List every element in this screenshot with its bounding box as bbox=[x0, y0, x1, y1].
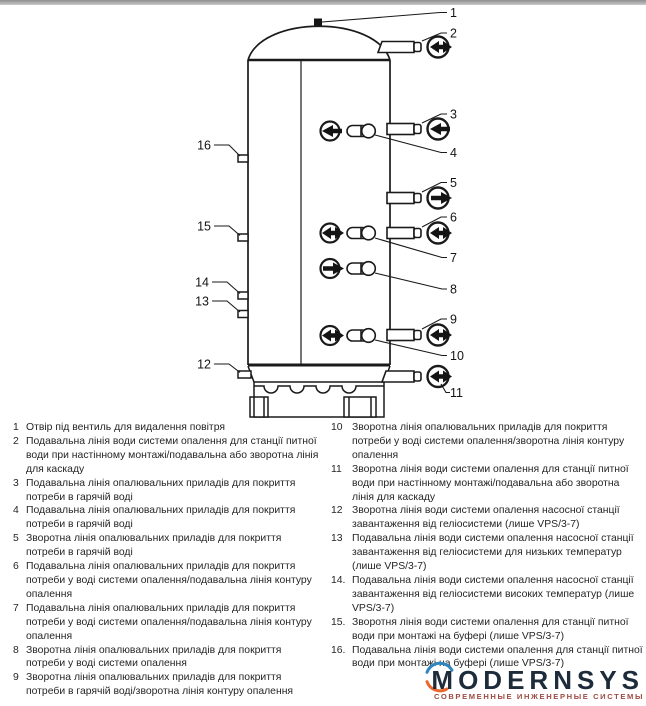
legend-text: Подавальна лінія опалювальних приладів для покриття потреби в гарячій воді bbox=[26, 477, 296, 503]
tank-dome bbox=[248, 26, 390, 60]
legend-text: Подавальна лінія опалювальних приладів для покриття потреби у воді системи опалення/подавальна лінія контуру опалення bbox=[26, 561, 312, 600]
connection-stub-11 bbox=[382, 371, 421, 382]
legend-text: Подавальна лінія води системи опалення насосної станції завантаження від геліосистеми для низьких температур (лише VPS/3-7) bbox=[352, 533, 634, 573]
legend-text: Зворотна лінія опалювальних приладів для покриття потреби у воді системи опалення/зворотна лінія контуру опалення bbox=[352, 422, 625, 461]
legend-item-5 bbox=[13, 532, 321, 560]
logo-tagline: СОВРЕМЕННЫЕ ИНЖЕНЕРНЫЕ СИСТЕМЫ bbox=[433, 692, 644, 701]
legend-item-9 bbox=[13, 671, 321, 699]
callout-5: 5 bbox=[450, 176, 457, 190]
legend-item-3 bbox=[13, 477, 321, 505]
flow-symbol-10 bbox=[321, 326, 345, 345]
callout-15: 15 bbox=[197, 219, 211, 234]
legend-item-13 bbox=[331, 532, 643, 574]
legend-num: 7 bbox=[13, 602, 19, 614]
callout-7: 7 bbox=[450, 251, 457, 265]
callout-10: 10 bbox=[450, 349, 464, 363]
flow-symbol-11 bbox=[428, 366, 453, 387]
flow-symbols-inner bbox=[321, 122, 345, 346]
insulation-scallop-edge bbox=[254, 386, 384, 393]
flow-symbol-8 bbox=[321, 259, 345, 278]
connection-stub-2 bbox=[378, 42, 421, 53]
legend-text: Зворотна лінія опалювальних приладів для покриття потреби в гарячій воді/зворотна лінія контуру опалення bbox=[26, 672, 294, 698]
callout-12: 12 bbox=[197, 357, 211, 372]
legend-num: 8 bbox=[13, 644, 19, 656]
callout-8: 8 bbox=[450, 282, 457, 297]
legend-num: 2 bbox=[13, 435, 19, 447]
callout-2: 2 bbox=[450, 26, 457, 41]
legend-item-10 bbox=[331, 421, 643, 463]
legend-num: 6 bbox=[13, 561, 19, 573]
legend-item-7 bbox=[13, 602, 321, 644]
logo-ring-m bbox=[431, 667, 458, 693]
callout-6: 6 bbox=[450, 210, 457, 225]
double-arrow-icon bbox=[322, 330, 344, 342]
legend-item-1 bbox=[13, 421, 321, 435]
legend-text: Подавальна лінія води системи опалення для станції питної води при монтажі на буфері (лише VPS/3-7) bbox=[352, 644, 643, 670]
logo-wordmark bbox=[431, 667, 644, 693]
legend-num: 13 bbox=[331, 533, 343, 545]
legend-num: 3 bbox=[13, 477, 19, 489]
inner-cylinder-7 bbox=[347, 226, 375, 240]
legend-text: Подавальна лінія води системи опалення насосної станції завантаження від геліосистеми високих температур (лише VPS/3-7) bbox=[352, 574, 635, 614]
legend-text: Подавальна лінія опалювальних приладів для покриття потреби в гарячій воді bbox=[26, 505, 296, 531]
legend-num: 9 bbox=[13, 672, 19, 684]
left-foot bbox=[250, 397, 268, 417]
legend-num: 5 bbox=[13, 533, 19, 545]
callout-16: 16 bbox=[197, 138, 211, 153]
legend-text: Зворотна лінія опалювальних приладів для покриття потреби в гарячій воді bbox=[26, 533, 282, 559]
inner-cylinder-4 bbox=[347, 124, 375, 138]
right-arrow-icon bbox=[323, 263, 344, 275]
legend-text: Отвір під вентиль для видалення повітря bbox=[26, 422, 225, 433]
tank-body bbox=[248, 26, 390, 417]
legend-text: Зворотна лінія води системи опалення насосної станції завантаження від геліосистеми (лише VPS/3-7) bbox=[352, 505, 620, 531]
legend-text: Подавальна лінія води системи опалення для станції питної води при настінному монтажі/подавальна або зворотна лінія для каскаду bbox=[26, 435, 319, 475]
modernsys-logo bbox=[431, 667, 644, 701]
legend-num: 11 bbox=[331, 463, 342, 475]
connection-stub-9 bbox=[387, 330, 421, 341]
legend-text: Зворотна лінія води системи опалення для станції питної води при настінному монтажі/подавальна або зворотна лінія для каскаду bbox=[352, 463, 629, 503]
legend-item-12 bbox=[331, 504, 643, 532]
legend-text: Зворотна лінія опалювальних приладів для покриття потреби у воді системи опалення bbox=[26, 644, 282, 670]
logo-letter-m: M bbox=[431, 665, 459, 695]
logo-letters-rest: ODERNSYS bbox=[458, 665, 644, 695]
air-vent-nipple bbox=[314, 19, 322, 26]
legend-item-4 bbox=[13, 504, 321, 532]
callout-3: 3 bbox=[450, 107, 457, 122]
legend-item-15 bbox=[331, 616, 643, 644]
callout-13: 13 bbox=[195, 294, 209, 309]
legend-text: Подавальна лінія опалювальних приладів для покриття потреби у воді системи опалення/подавальна лінія контуру опалення bbox=[26, 602, 312, 642]
flow-symbol-9 bbox=[428, 325, 453, 346]
inner-cylinder-10 bbox=[347, 329, 375, 343]
flow-symbol-6 bbox=[428, 223, 453, 244]
legend-column-right bbox=[331, 421, 643, 671]
legend-num: 4 bbox=[13, 505, 19, 517]
inner-cylinders bbox=[347, 124, 375, 342]
callout-numbers bbox=[195, 6, 464, 400]
double-arrow-icon bbox=[322, 227, 344, 239]
legend-item-2 bbox=[13, 435, 321, 477]
flow-symbol-2 bbox=[428, 37, 453, 58]
callout-4: 4 bbox=[450, 146, 457, 160]
legend-num: 14. bbox=[331, 574, 346, 586]
legend-item-11 bbox=[331, 463, 643, 505]
connection-stub-5 bbox=[387, 193, 421, 204]
legend-item-8 bbox=[13, 644, 321, 672]
flow-symbol-5 bbox=[428, 188, 453, 209]
callout-11: 11 bbox=[450, 386, 463, 400]
connection-stub-3 bbox=[387, 124, 421, 135]
connection-stub-6 bbox=[387, 228, 421, 239]
flow-symbol-7 bbox=[321, 224, 345, 243]
legend-num: 12 bbox=[331, 505, 343, 517]
legend-item-6 bbox=[13, 560, 321, 602]
legend-num: 16. bbox=[331, 644, 346, 656]
flow-symbols-outer bbox=[428, 37, 453, 388]
legend-num: 1 bbox=[13, 422, 19, 433]
left-stubs bbox=[238, 155, 251, 378]
callout-1: 1 bbox=[450, 6, 457, 20]
legend-column-left bbox=[13, 421, 321, 699]
base-skirt bbox=[248, 366, 390, 417]
legend-text: Зворотня лінія води системи опалення для станції питної води при монтажі на буфері (лише VPS/3-7) bbox=[352, 616, 629, 642]
callout-14: 14 bbox=[195, 275, 209, 290]
flow-symbol-3 bbox=[428, 119, 451, 140]
legend-num: 10 bbox=[331, 422, 343, 433]
inner-cylinder-8 bbox=[347, 262, 375, 276]
callout-9: 9 bbox=[450, 312, 457, 327]
flow-symbol-4 bbox=[321, 122, 343, 141]
legend-num: 15. bbox=[331, 616, 346, 628]
legend-item-14 bbox=[331, 574, 643, 616]
